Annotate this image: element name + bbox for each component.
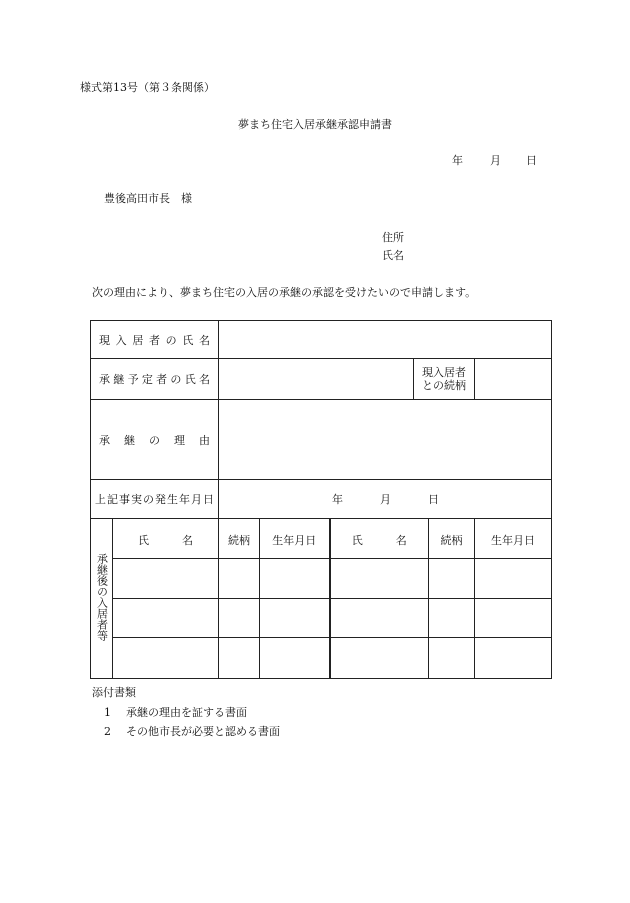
occurrence-date-value xyxy=(219,491,551,507)
document-title: 夢まち住宅入居承継承認申請書 xyxy=(238,118,392,131)
submission-date xyxy=(452,154,537,168)
resident-birthdate-cell[interactable] xyxy=(475,638,552,679)
occurrence-date-field[interactable] xyxy=(219,480,552,519)
relation-with-current-label xyxy=(413,359,474,399)
occurrence-month-label: 月 xyxy=(380,493,391,506)
residents-after-text: 承継後の入居者等 xyxy=(95,553,109,641)
resident-birthdate-cell[interactable] xyxy=(260,559,330,599)
resident-relation-cell[interactable] xyxy=(429,638,475,679)
reason-field[interactable] xyxy=(219,400,552,480)
col-name-right: 氏 名 xyxy=(330,519,429,559)
resident-birthdate-cell[interactable] xyxy=(260,638,330,679)
occurrence-year-label: 年 xyxy=(332,493,343,506)
residents-after-label xyxy=(91,519,113,679)
date-day-label: 日 xyxy=(526,154,537,167)
current-resident-field[interactable] xyxy=(219,321,552,359)
resident-relation-cell[interactable] xyxy=(429,599,475,638)
addressee: 豊後高田市長 様 xyxy=(104,192,192,205)
current-resident-label: 現入居者の氏名 xyxy=(91,321,219,359)
successor-field[interactable] xyxy=(219,359,475,400)
resident-name-cell[interactable] xyxy=(113,638,219,679)
attachment-number: 1 xyxy=(104,706,111,719)
col-relation-left: 続柄 xyxy=(219,519,260,559)
attachments-title: 添付書類 xyxy=(92,686,136,699)
col-birthdate-left: 生年月日 xyxy=(260,519,330,559)
resident-name-cell[interactable] xyxy=(330,599,429,638)
attachment-text: 承継の理由を証する書面 xyxy=(126,706,247,719)
date-month-label: 月 xyxy=(490,154,501,167)
resident-name-cell[interactable] xyxy=(113,599,219,638)
attachment-item xyxy=(104,725,280,739)
application-table xyxy=(90,320,552,679)
resident-birthdate-cell[interactable] xyxy=(260,599,330,638)
name-label: 氏名 xyxy=(382,249,404,262)
resident-name-cell[interactable] xyxy=(330,638,429,679)
form-number: 様式第13号（第３条関係） xyxy=(80,81,215,94)
resident-relation-cell[interactable] xyxy=(429,559,475,599)
col-name-left: 氏 名 xyxy=(113,519,219,559)
col-relation-right: 続柄 xyxy=(429,519,475,559)
relation-line1: 現入居者 xyxy=(422,366,466,379)
resident-name-cell[interactable] xyxy=(113,559,219,599)
resident-birthdate-cell[interactable] xyxy=(475,559,552,599)
address-label: 住所 xyxy=(382,231,404,244)
col-birthdate-right: 生年月日 xyxy=(475,519,552,559)
relation-with-current-field[interactable] xyxy=(475,359,552,400)
statement: 次の理由により、夢まち住宅の入居の承継の承認を受けたいので申請します。 xyxy=(92,286,477,299)
attachment-text: その他市長が必要と認める書面 xyxy=(126,725,280,738)
resident-relation-cell[interactable] xyxy=(219,599,260,638)
attachment-item xyxy=(104,706,247,720)
occurrence-day-label: 日 xyxy=(428,493,439,506)
resident-relation-cell[interactable] xyxy=(219,559,260,599)
occurrence-date-label: 上記事実の発生年月日 xyxy=(91,480,219,519)
resident-relation-cell[interactable] xyxy=(219,638,260,679)
resident-birthdate-cell[interactable] xyxy=(475,599,552,638)
resident-name-cell[interactable] xyxy=(330,559,429,599)
date-year-label: 年 xyxy=(452,154,463,167)
reason-label: 承継の理由 xyxy=(91,400,219,480)
relation-line2: との続柄 xyxy=(422,379,466,392)
successor-label: 承継予定者の氏名 xyxy=(91,359,219,400)
attachment-number: 2 xyxy=(104,725,111,738)
